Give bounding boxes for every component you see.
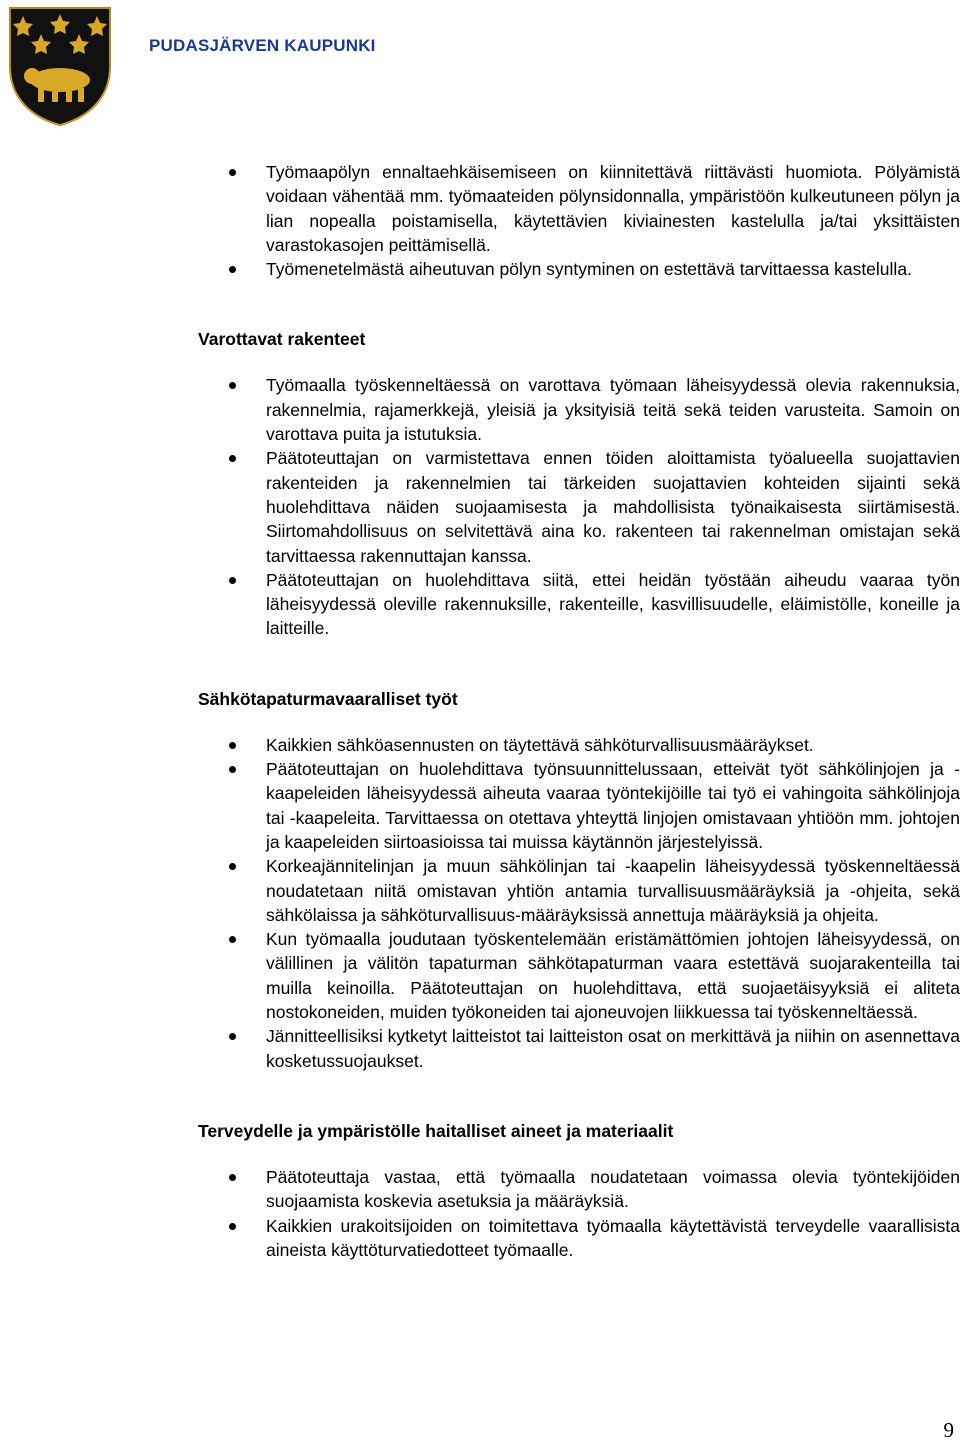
list-item: Työmaalla työskenneltäessä on varottava työmaan läheisyydessä olevia rakennuksia, rakennelmia, rajamerkkejä, yleisiä ja yksityisiä teitä sekä teiden varusteita. Samoin on varottava puita ja istutuksia. bbox=[198, 373, 960, 446]
list-item: Kun työmaalla joudutaan työskentelemään eristämättömien johtojen läheisyydessä, on välillinen ja välitön tapaturman sähkötapaturman vaara estettävä suojarakenteilla tai muilla keinoilla. Päätoteuttajan on huolehdittava, että suojaetäisyyksiä ei aliteta nostokoneiden, muiden työkoneiden tai ajoneuvojen liikkuessa tai työskenneltäessä. bbox=[198, 927, 960, 1024]
list-item: Työmenetelmästä aiheutuvan pölyn syntyminen on estettävä tarvittaessa kastelulla. bbox=[198, 257, 960, 281]
list-item: Päätoteuttajan on varmistettava ennen töiden aloittamista työalueella suojattavien rakenteiden ja rakennelmien tai tärkeiden suojattavien kohteiden sijainti sekä huolehdittava näiden suojaamisesta ja mahdollisista työnaikaisesta siirtämisestä. Siirtomahdollisuus on selvitettävä aina ko. rakenteen tai rakennelman omistajan sekä tarvittaessa rakennuttajan kanssa. bbox=[198, 446, 960, 567]
list-item: Jännitteellisiksi kytketyt laitteistot tai laitteiston osat on merkittävä ja niihin on asennettava kosketussuojaukset. bbox=[198, 1024, 960, 1073]
list-item: Kaikkien urakoitsijoiden on toimitettava työmaalla käytettävistä terveydelle vaarallisista aineista käyttöturvatiedotteet työmaalle. bbox=[198, 1214, 960, 1263]
sahkotapaturma-list bbox=[198, 733, 960, 1073]
page-number: 9 bbox=[943, 1418, 954, 1442]
intro-list bbox=[198, 160, 960, 281]
organization-name: PUDASJÄRVEN KAUPUNKI bbox=[149, 36, 376, 55]
list-item: Päätoteuttajan on huolehdittava työnsuunnittelussaan, etteivät työt sähkölinjojen ja -kaapeleiden läheisyydessä aiheuta vaaraa työntekijöille tai työ ei vahingoita sähkölinjoja tai -kaapeleita. Tarvittaessa on otettava yhteyttä linjojen omistavaan yhtiöön mm. johtojen ja kaapeleiden siirtoasioissa tai muissa käytännön järjestelyissä. bbox=[198, 757, 960, 854]
list-item: Korkeajännitelinjan ja muun sähkölinjan tai -kaapelin läheisyydessä työskenneltäessä noudatetaan niitä omistavan yhtiön antamia turvallisuusmääräyksiä ja -ohjeita, sekä sähkölaissa ja sähköturvallisuus-määräyksissä annettuja määräyksiä ja ohjeita. bbox=[198, 854, 960, 927]
list-item: Päätoteuttaja vastaa, että työmaalla noudatetaan voimassa olevia työntekijöiden suojaamista koskevia asetuksia ja määräyksiä. bbox=[198, 1165, 960, 1214]
section-heading-haitalliset-aineet: Terveydelle ja ympäristölle haitalliset aineet ja materiaalit bbox=[198, 1120, 674, 1141]
haitalliset-aineet-list bbox=[198, 1165, 960, 1262]
coat-of-arms-bear-icon bbox=[6, 4, 114, 128]
list-item: Kaikkien sähköasennusten on täytettävä sähköturvallisuusmääräykset. bbox=[198, 733, 960, 757]
section-heading-sahkotapaturmavaaralliset-tyot: Sähkötapaturmavaaralliset työt bbox=[198, 688, 458, 709]
list-item: Päätoteuttajan on huolehdittava siitä, ettei heidän työstään aiheudu vaaraa työn läheisyydessä oleville rakennuksille, rakenteille, kasvillisuudelle, eläimistölle, koneille ja laitteille. bbox=[198, 568, 960, 641]
section-heading-varottavat-rakenteet: Varottavat rakenteet bbox=[198, 329, 366, 350]
document-body bbox=[198, 160, 960, 1262]
varottavat-rakenteet-list bbox=[198, 373, 960, 640]
list-item: Työmaapölyn ennaltaehkäisemiseen on kiinnitettävä riittävästi huomiota. Pölyämistä voidaan vähentää mm. työmaateiden pölynsidonnalla, ympäristöön kulkeutuneen pölyn ja lian nopealla poistamisella, käytettävien kiviainesten kastelulla ja/tai yksittäisten varastokasojen peittämisellä. bbox=[198, 160, 960, 257]
